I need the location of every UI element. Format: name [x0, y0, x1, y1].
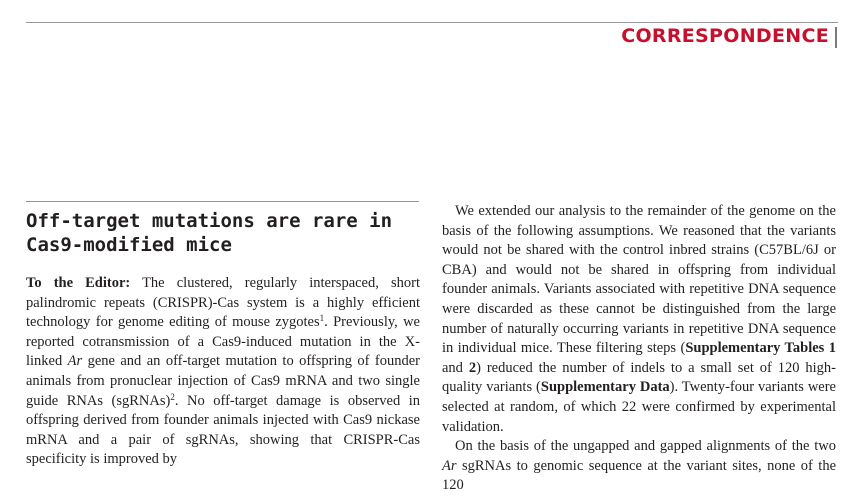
intro-lead: To the Editor:	[26, 275, 131, 291]
body-paragraph-3	[442, 437, 836, 496]
supplementary-data-ref: Supplementary Data	[540, 379, 670, 396]
intro-text-3: gene and an off-target mutation to offspring of founder animals from pronuclear injection of Cas9 mRNA and two single guide RNAs (sgRNAs)	[26, 353, 421, 409]
supplementary-tables-ref: Supplementary Tables 1	[685, 340, 836, 357]
reference-1: 1	[319, 313, 325, 324]
para2-text-a: We extended our analysis to the remainder of the genome on the basis of the following assumptions. We reasoned that the variants would not be shared with the control inbred strains (C57BL/6J or CBA) and would not be shared in offspring from individual founder animals. Variants associated with repetitive DNA sequence were discarded as these cannot be distinguished from the large number of naturally occurring variants in repetitive DNA sequence in individual mice. These filtering steps (	[442, 203, 836, 357]
para3-text-b: sgRNAs to genomic sequence at the variant sites, none of the 120	[442, 457, 836, 494]
intro-paragraph	[26, 274, 420, 470]
gene-name: Ar	[442, 457, 457, 474]
body-paragraph-2	[442, 202, 836, 437]
article-title: Off-target mutations are rare in Cas9-modified mice	[26, 210, 393, 256]
intro-text-4: . No off-target damage is observed in offspring derived from founder animals injected with Cas9 nickase mRNA and a pair of sgRNAs, showing that CRISPR-Cas specificity is improved by	[26, 392, 421, 468]
para2-text-c: ). Twenty-four variants were selected at random, of which 22 were confirmed by experimental validation.	[442, 379, 836, 435]
reference-2: 2	[170, 391, 175, 402]
section-label: CORRESPONDENCE	[621, 25, 829, 47]
para3-text-a: On the basis of the ungapped and gapped alignments of the two	[455, 438, 836, 455]
gene-name: Ar	[67, 353, 83, 370]
supplementary-table-2-ref: 2	[468, 359, 477, 376]
para2-text-b: ) reduced the number of indels to a small set of 120 high-quality variants (	[442, 359, 837, 396]
intro-text-1: The clustered, regularly interspaced, short palindromic repeats (CRISPR)-Cas system is a highly efficient technology for genome editing of mouse zygotes	[26, 275, 420, 331]
intro-text-2: . Previously, we reported cotransmission of a Cas9-induced mutation in the X-linked	[26, 314, 420, 370]
header-rule	[26, 22, 838, 23]
para2-and: and	[442, 359, 469, 376]
section-label-bar	[835, 27, 837, 48]
title-rule	[26, 201, 419, 202]
right-column	[442, 202, 836, 496]
